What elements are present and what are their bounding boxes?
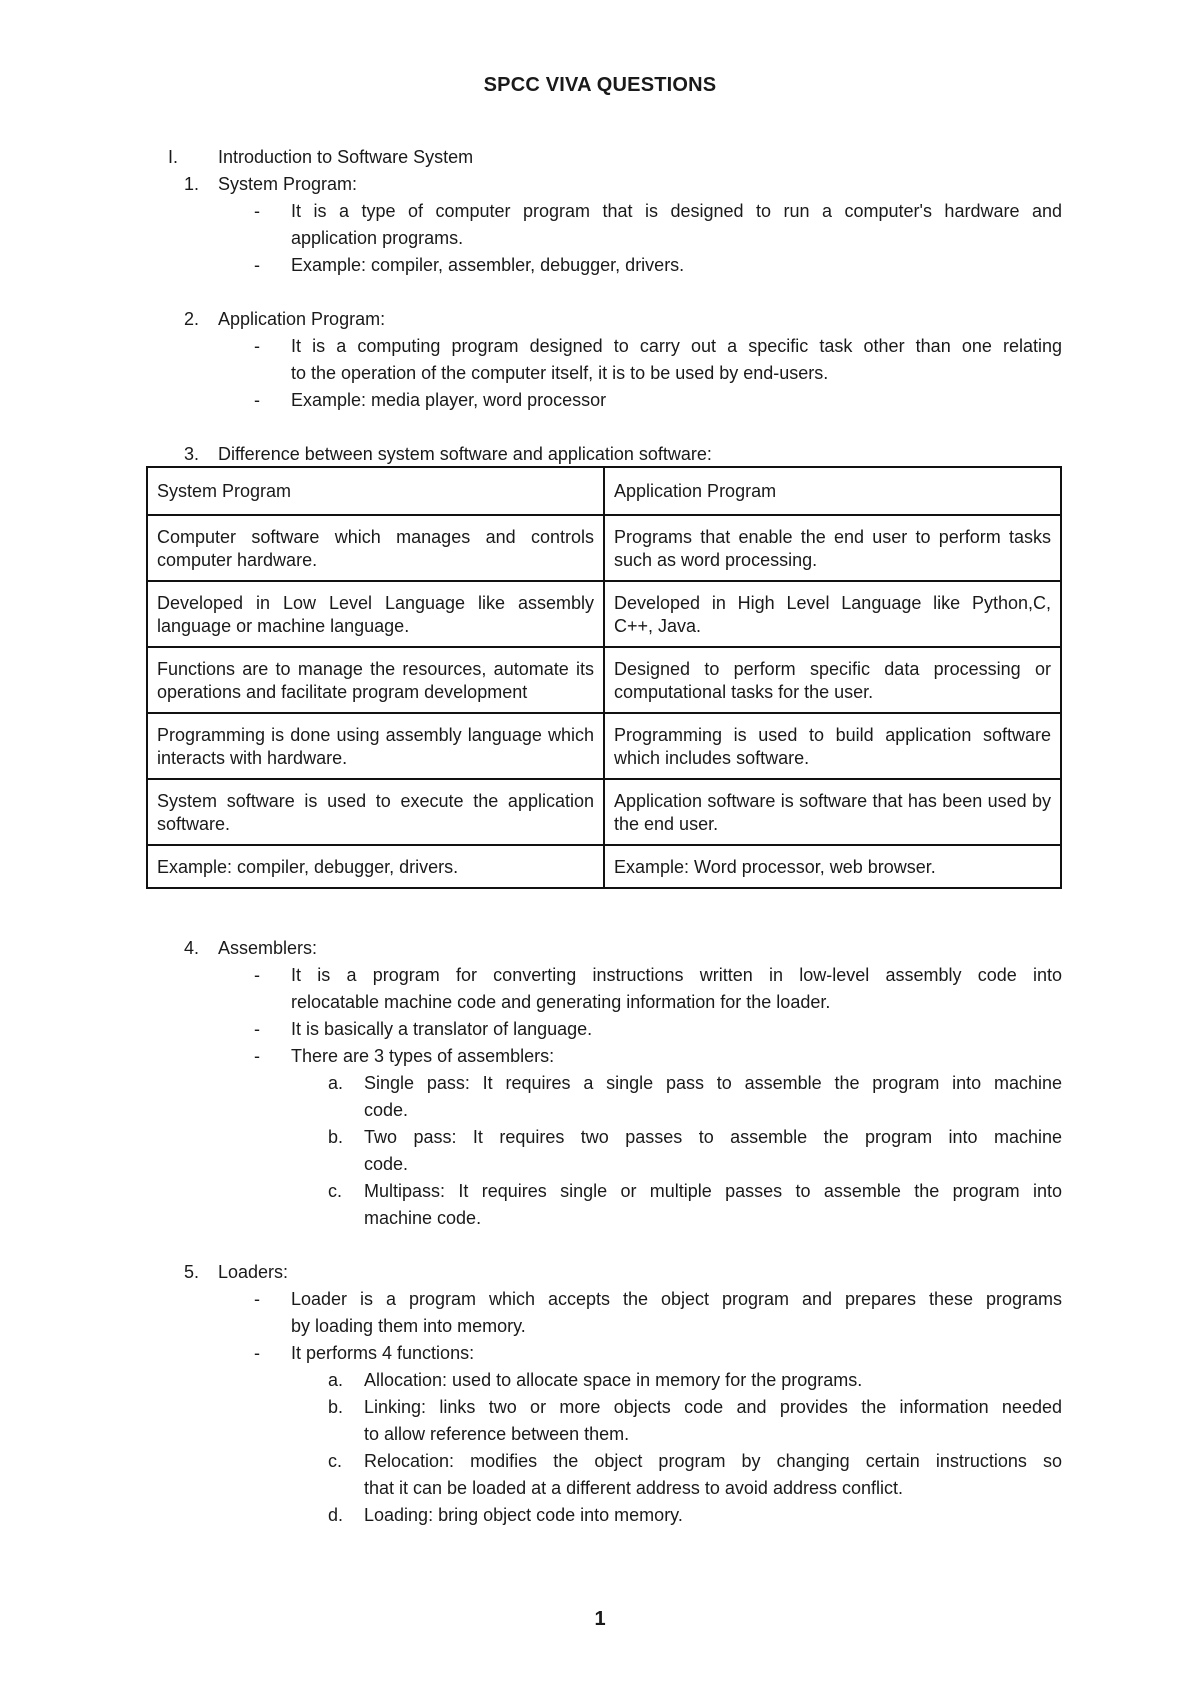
q5-marker: 5.	[184, 1262, 200, 1282]
q4-bullet-1-line-1: It is a program for converting instructions written in low-level assembly code into	[291, 965, 1062, 985]
q5-sub-c-line-2: that it can be loaded at a different address to avoid address conflict.	[364, 1478, 904, 1498]
q4-sub-b-marker: b.	[328, 1127, 344, 1147]
bullet-dash: -	[254, 1046, 260, 1066]
bullet-dash: -	[254, 965, 260, 985]
table-row	[147, 581, 1061, 647]
bullet-dash: -	[254, 1019, 260, 1039]
q4-heading: Assemblers:	[218, 938, 318, 958]
table-cell: System software is used to execute the application software.	[147, 779, 604, 845]
q1-marker: 1.	[184, 174, 200, 194]
table-cell: Application software is software that has been used by the end user.	[604, 779, 1061, 845]
q4-sub-c-marker: c.	[328, 1181, 343, 1201]
table-row	[147, 515, 1061, 581]
q4-bullet-2: It is basically a translator of language.	[291, 1019, 593, 1039]
bullet-dash: -	[254, 255, 260, 275]
table-cell: Designed to perform specific data processing or computational tasks for the user.	[604, 647, 1061, 713]
q1-heading: System Program:	[218, 174, 358, 194]
q1-bullet-1-line-2: application programs.	[291, 228, 464, 248]
table-cell: Programming is used to build application software which includes software.	[604, 713, 1061, 779]
q5-sub-b-marker: b.	[328, 1397, 344, 1417]
q4-marker: 4.	[184, 938, 200, 958]
q4-sub-c-line-2: machine code.	[364, 1208, 482, 1228]
q4-bullet-1-line-2: relocatable machine code and generating information for the loader.	[291, 992, 831, 1012]
bullet-dash: -	[254, 336, 260, 356]
table-header-row	[147, 467, 1061, 515]
table-cell: Functions are to manage the resources, automate its operations and facilitate program development	[147, 647, 604, 713]
q2-bullet-1-line-1: It is a computing program designed to carry out a specific task other than one relating	[291, 336, 1062, 356]
q4-sub-c-line-1: Multipass: It requires single or multiple passes to assemble the program into	[364, 1181, 1062, 1201]
q3-marker: 3.	[184, 444, 200, 464]
table-header-system: System Program	[147, 467, 604, 515]
bullet-dash: -	[254, 1343, 260, 1363]
table-cell: Computer software which manages and controls computer hardware.	[147, 515, 604, 581]
q5-sub-b-line-1: Linking: links two or more objects code and provides the information needed	[364, 1397, 1062, 1417]
q5-bullet-1-line-1: Loader is a program which accepts the object program and prepares these programs	[291, 1289, 1062, 1309]
bullet-dash: -	[254, 201, 260, 221]
q4-sub-b-line-1: Two pass: It requires two passes to assemble the program into machine	[364, 1127, 1062, 1147]
q5-sub-d-line-1: Loading: bring object code into memory.	[364, 1505, 683, 1525]
table-cell: Programs that enable the end user to perform tasks such as word processing.	[604, 515, 1061, 581]
bullet-dash: -	[254, 390, 260, 410]
q5-bullet-2: It performs 4 functions:	[291, 1343, 475, 1363]
q5-sub-b-line-2: to allow reference between them.	[364, 1424, 630, 1444]
table-cell: Developed in High Level Language like Python,C, C++, Java.	[604, 581, 1061, 647]
table-header-application: Application Program	[604, 467, 1061, 515]
q5-bullet-1-line-2: by loading them into memory.	[291, 1316, 526, 1336]
table-row	[147, 845, 1061, 888]
q5-sub-d-marker: d.	[328, 1505, 344, 1525]
q5-sub-c-marker: c.	[328, 1451, 343, 1471]
table-cell: Example: Word processor, web browser.	[604, 845, 1061, 888]
q5-heading: Loaders:	[218, 1262, 289, 1282]
table-row	[147, 647, 1061, 713]
q5-sub-a-marker: a.	[328, 1370, 344, 1390]
q4-sub-a-line-1: Single pass: It requires a single pass to assemble the program into machine	[364, 1073, 1062, 1093]
table-row	[147, 713, 1061, 779]
q2-marker: 2.	[184, 309, 200, 329]
q2-bullet-1-line-2: to the operation of the computer itself, it is to be used by end-users.	[291, 363, 829, 383]
q3-heading: Difference between system software and application software:	[218, 444, 712, 464]
page-title: SPCC VIVA QUESTIONS	[483, 74, 717, 96]
comparison-table	[146, 466, 1062, 889]
table-cell: Example: compiler, debugger, drivers.	[147, 845, 604, 888]
section-marker: I.	[168, 147, 179, 167]
bullet-dash: -	[254, 1289, 260, 1309]
q4-sub-a-line-2: code.	[364, 1100, 409, 1120]
table-row	[147, 779, 1061, 845]
q1-bullet-1-line-1: It is a type of computer program that is designed to run a computer's hardware and	[291, 201, 1062, 221]
q4-bullet-3: There are 3 types of assemblers:	[291, 1046, 555, 1066]
q5-sub-c-line-1: Relocation: modifies the object program by changing certain instructions so	[364, 1451, 1062, 1471]
q2-heading: Application Program:	[218, 309, 386, 329]
table-cell: Programming is done using assembly language which interacts with hardware.	[147, 713, 604, 779]
table-cell: Developed in Low Level Language like assembly language or machine language.	[147, 581, 604, 647]
page-number: 1	[594, 1608, 606, 1630]
q5-sub-a-line-1: Allocation: used to allocate space in memory for the programs.	[364, 1370, 863, 1390]
q1-bullet-2: Example: compiler, assembler, debugger, drivers.	[291, 255, 685, 275]
q4-sub-a-marker: a.	[328, 1073, 344, 1093]
q2-bullet-2: Example: media player, word processor	[291, 390, 607, 410]
q4-sub-b-line-2: code.	[364, 1154, 409, 1174]
section-heading: Introduction to Software System	[218, 147, 474, 167]
